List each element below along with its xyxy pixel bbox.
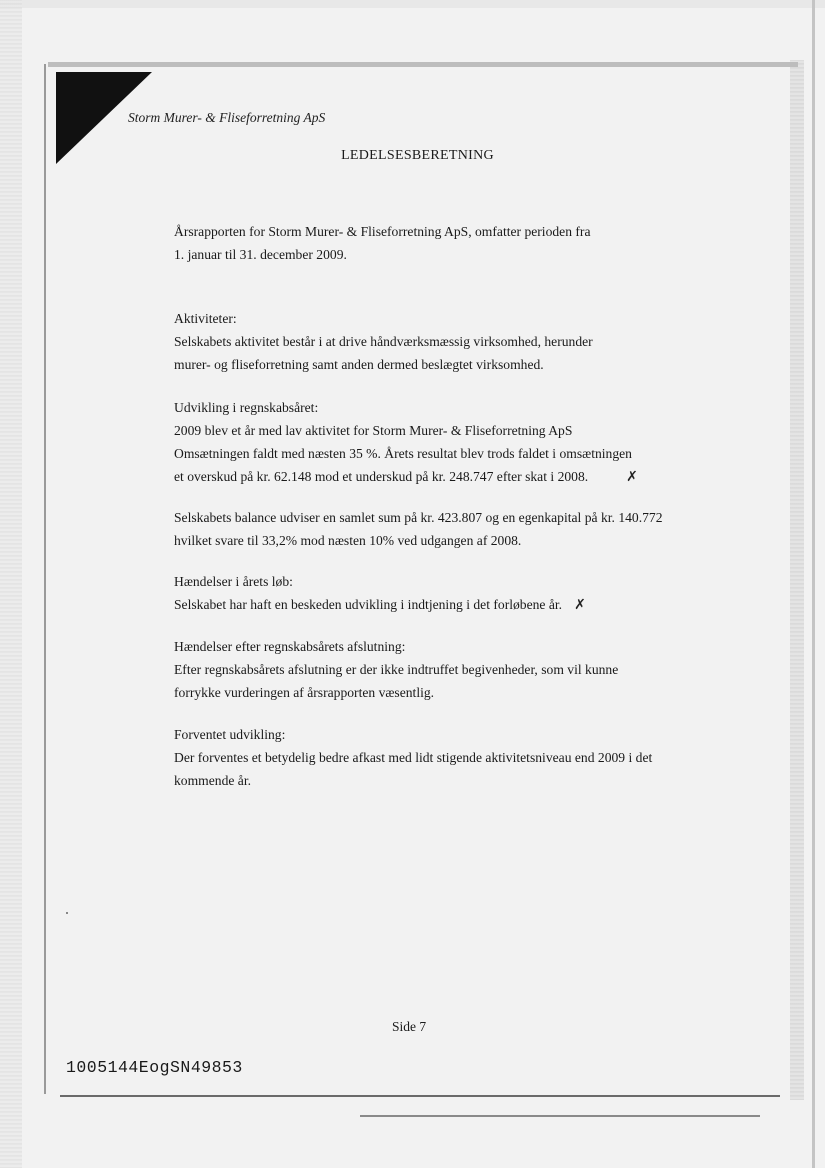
check-mark-icon: ✗ (574, 597, 586, 613)
scan-top-line (48, 62, 798, 67)
section-efter (174, 635, 714, 704)
section-line: Efter regnskabsårets afslutning er der ikke indtruffet begivenheder, som vil kunne (174, 662, 619, 677)
section-line: hvilket svare til 33,2% mod næsten 10% ved udgangen af 2008. (174, 533, 522, 548)
company-name: Storm Murer- & Fliseforretning ApS (128, 110, 326, 125)
page-number: Side 7 (392, 1019, 427, 1034)
section-line (174, 465, 714, 489)
section-balance (174, 506, 714, 552)
section-haendelser (174, 570, 714, 617)
document-id: 1005144EogSN49853 (66, 1058, 243, 1077)
intro-line: 1. januar til 31. december 2009. (174, 247, 347, 262)
section-line: Der forventes et betydelig bedre afkast med lidt stigende aktivitetsniveau end 2009 i det (174, 750, 653, 765)
scan-bottom-line (60, 1095, 780, 1097)
section-line: 2009 blev et år med lav aktivitet for Storm Murer- & Fliseforretning ApS (174, 423, 573, 438)
section-line: Selskabets balance udviser en samlet sum på kr. 423.807 og en egenkapital på kr. 140.772 (174, 510, 663, 525)
section-line: kommende år. (174, 773, 252, 788)
intro-block (174, 220, 714, 266)
scan-bottom-line-secondary (360, 1115, 760, 1117)
speck (66, 912, 68, 914)
section-line: murer- og fliseforretning samt anden dermed beslægtet virksomhed. (174, 357, 544, 372)
section-line: Selskabets aktivitet består i at drive håndværksmæssig virksomhed, herunder (174, 334, 593, 349)
scan-left-border (0, 0, 22, 1168)
section-line (174, 593, 714, 617)
section-heading: Aktiviteter: (174, 311, 237, 326)
section-line-text: Selskabet har haft en beskeden udvikling i indtjening i det forløbene år. (174, 597, 563, 612)
section-aktiviteter (174, 307, 714, 376)
page-title: LEDELSESBERETNING (341, 148, 494, 163)
scan-top-edge (0, 0, 825, 8)
section-heading: Forventet udvikling: (174, 727, 286, 742)
check-mark-icon: ✗ (626, 469, 638, 485)
section-line-text: et overskud på kr. 62.148 mod et underskud på kr. 248.747 efter skat i 2008. (174, 469, 589, 484)
section-heading: Udvikling i regnskabsåret: (174, 400, 319, 415)
section-heading: Hændelser efter regnskabsårets afslutning: (174, 639, 406, 654)
scan-right-border (790, 60, 804, 1100)
section-line: Omsætningen faldt med næsten 35 %. Årets resultat blev trods faldet i omsætningen (174, 446, 632, 461)
scan-left-line (44, 64, 46, 1094)
scan-far-right-edge (812, 0, 815, 1168)
section-heading: Hændelser i årets løb: (174, 574, 293, 589)
section-forventet (174, 723, 714, 792)
section-line: forrykke vurderingen af årsrapporten væsentlig. (174, 685, 435, 700)
section-udvikling (174, 396, 714, 489)
intro-line: Årsrapporten for Storm Murer- & Fliseforretning ApS, omfatter perioden fra (174, 224, 591, 239)
